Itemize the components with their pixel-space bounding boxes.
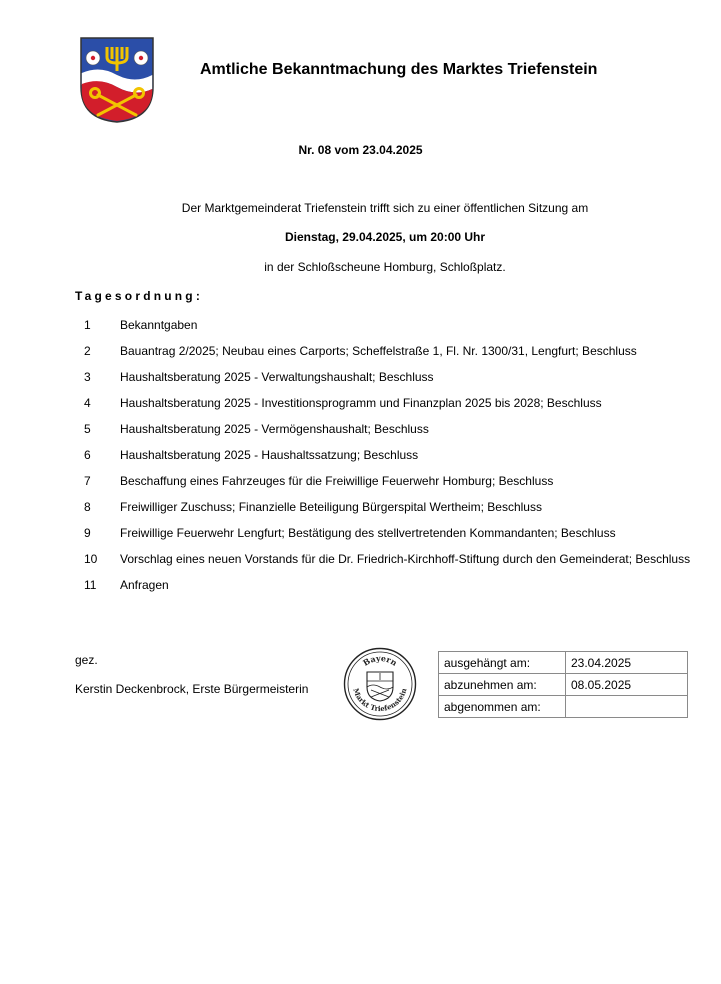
posting-value: [566, 696, 688, 718]
agenda-item-text: Beschaffung eines Fahrzeuges für die Freiwillige Feuerwehr Homburg; Beschluss: [120, 474, 554, 488]
signature-name: Kerstin Deckenbrock, Erste Bürgermeisterin: [75, 682, 309, 696]
table-row: [439, 696, 688, 718]
agenda-item-number: 4: [84, 396, 91, 410]
agenda-item: [75, 578, 695, 592]
posting-label: abgenommen am:: [439, 696, 566, 718]
agenda-item-text: Bekanntgaben: [120, 318, 198, 332]
seal-text-bottom: Markt Triefenstein: [351, 686, 409, 714]
agenda-item: [75, 500, 695, 514]
agenda-item: [75, 318, 695, 332]
agenda-item-text: Freiwillige Feuerwehr Lengfurt; Bestätigung des stellvertretenden Kommandanten; Beschluss: [120, 526, 616, 540]
agenda-item: [75, 370, 695, 384]
agenda-item-number: 11: [84, 578, 97, 592]
agenda-heading: Tagesordnung:: [75, 289, 204, 303]
posting-value: 23.04.2025: [566, 652, 688, 674]
agenda-item-number: 8: [84, 500, 91, 514]
posting-value: 08.05.2025: [566, 674, 688, 696]
signature-gez: gez.: [75, 653, 98, 667]
table-row: [439, 674, 688, 696]
agenda-item-text: Haushaltsberatung 2025 - Investitionsprogramm und Finanzplan 2025 bis 2028; Beschluss: [120, 396, 602, 410]
agenda-item: [75, 526, 695, 540]
agenda-item-number: 9: [84, 526, 91, 540]
agenda-item-number: 7: [84, 474, 91, 488]
agenda-item-text: Haushaltsberatung 2025 - Haushaltssatzung; Beschluss: [120, 448, 419, 462]
meeting-intro: Der Marktgemeinderat Triefenstein trifft sich zu einer öffentlichen Sitzung am: [181, 201, 589, 215]
agenda-item-text: Freiwilliger Zuschuss; Finanzielle Beteiligung Bürgerspital Wertheim; Beschluss: [120, 500, 542, 514]
agenda-item-text: Haushaltsberatung 2025 - Vermögenshaushalt; Beschluss: [120, 422, 429, 436]
agenda-item: [75, 474, 695, 488]
posting-table: [438, 651, 688, 718]
meeting-datetime: Dienstag, 29.04.2025, um 20:00 Uhr: [284, 230, 486, 244]
agenda-item: [75, 552, 695, 566]
official-seal-icon: [343, 647, 417, 721]
seal-text-top: Bayern: [361, 652, 400, 668]
posting-label: ausgehängt am:: [439, 652, 566, 674]
agenda-item-number: 3: [84, 370, 91, 384]
meeting-location: in der Schloßscheune Homburg, Schloßplatz.: [264, 260, 506, 274]
agenda-item-number: 10: [84, 552, 98, 566]
agenda-item-text: Vorschlag eines neuen Vorstands für die Dr. Friedrich-Kirchhoff-Stiftung durch den Gemeinderat; Beschluss: [120, 552, 691, 566]
agenda-item: [75, 396, 695, 410]
agenda-item: [75, 422, 695, 436]
announcement-number: Nr. 08 vom 23.04.2025: [298, 143, 423, 157]
agenda-item-text: Haushaltsberatung 2025 - Verwaltungshaushalt; Beschluss: [120, 370, 434, 384]
agenda-item-number: 5: [84, 422, 91, 436]
agenda-item-number: 6: [84, 448, 91, 462]
agenda-item-text: Anfragen: [120, 578, 169, 592]
agenda-list: [75, 318, 695, 592]
coat-of-arms-icon: [80, 37, 154, 123]
agenda-item-number: 2: [84, 344, 91, 358]
table-row: [439, 652, 688, 674]
page-title: Amtliche Bekanntmachung des Marktes Triefenstein: [200, 61, 598, 78]
agenda-item: [75, 448, 695, 462]
agenda-item: [75, 344, 695, 358]
agenda-item-number: 1: [84, 318, 91, 332]
posting-label: abzunehmen am:: [439, 674, 566, 696]
agenda-item-text: Bauantrag 2/2025; Neubau eines Carports; Scheffelstraße 1, Fl. Nr. 1300/31, Lengfurt; Beschluss: [120, 344, 637, 358]
